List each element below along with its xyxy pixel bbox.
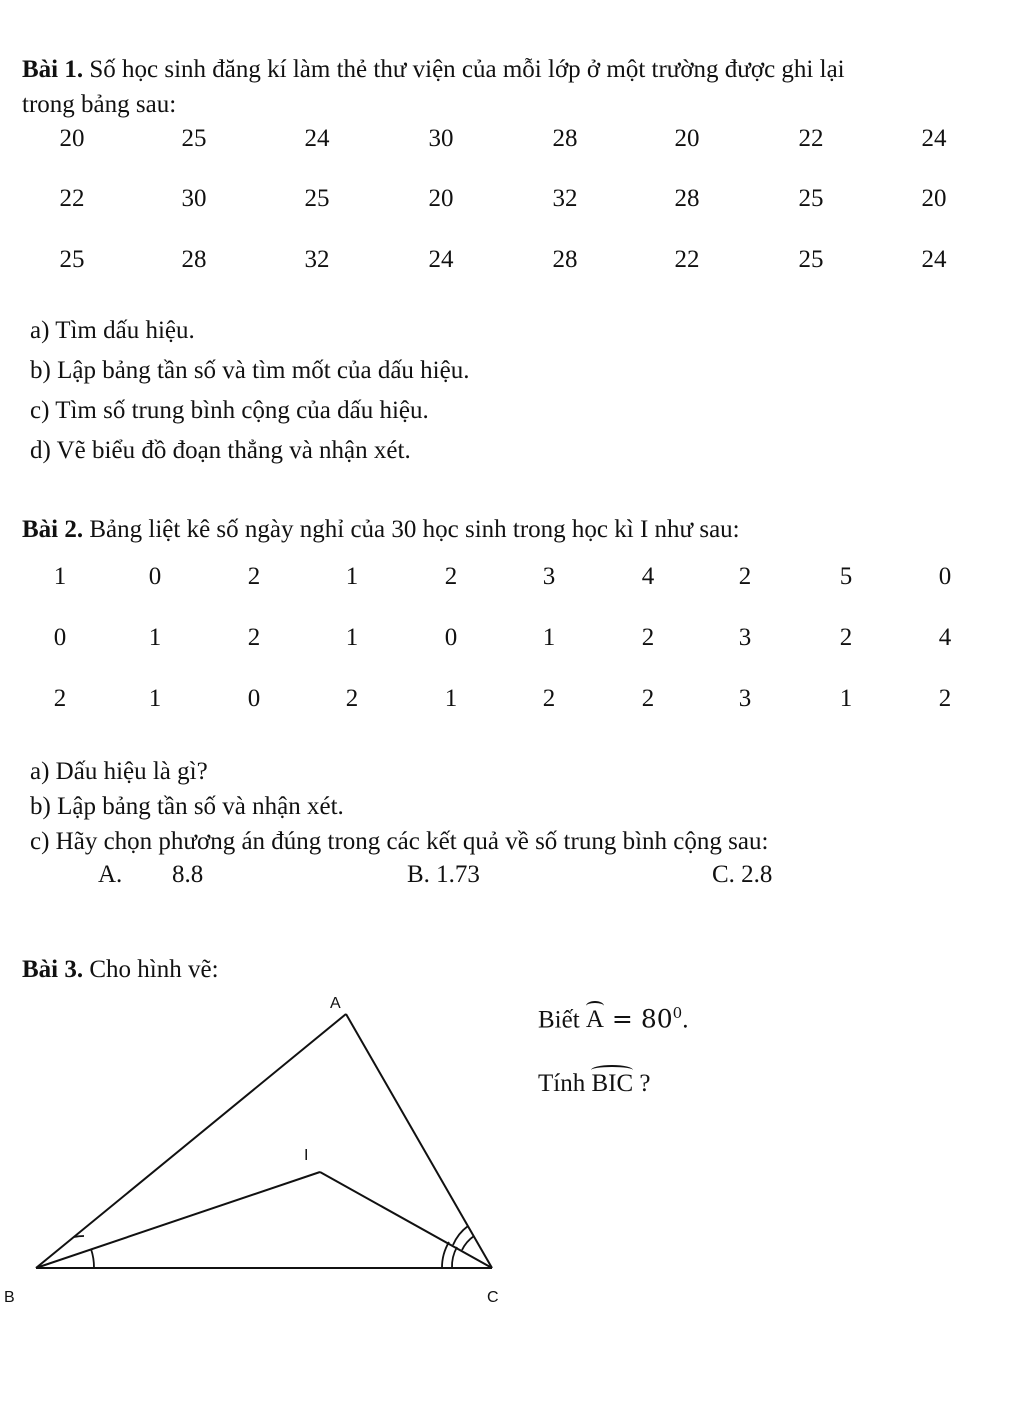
bai3-ask-angle [591, 1071, 633, 1096]
bai3-given-degree: 0 [672, 1004, 683, 1022]
bai2-cell: 2 [738, 563, 752, 590]
bai2-cell: 1 [148, 685, 162, 712]
bai2-cell: 5 [839, 563, 853, 590]
bai2-intro [22, 517, 740, 542]
bai2-cell: 4 [641, 563, 655, 590]
angle-mark-b1 [91, 1249, 94, 1268]
bai2-intro-text: Bảng liệt kê số ngày nghỉ của 30 học sinh trong học kì I như sau: [83, 516, 740, 543]
bai2-cell: 2 [938, 685, 952, 712]
bai2-cell: 0 [444, 624, 458, 651]
bai1-cell: 30 [181, 185, 207, 212]
bai1-cell: 22 [798, 125, 824, 152]
side-ba [36, 1014, 346, 1268]
bai1-cell: 24 [921, 246, 947, 273]
bai2-question-b: b) Lập bảng tần số và nhận xét. [30, 793, 344, 820]
bai2-option-a-label: A. [98, 861, 123, 888]
bai3-given-prefix: Biết [538, 1006, 586, 1034]
bai1-cell: 24 [428, 246, 454, 273]
bai2-cell: 2 [53, 685, 67, 712]
bai2-cell: 1 [53, 563, 67, 590]
bai1-cell: 28 [552, 125, 578, 152]
bai2-cell: 2 [247, 624, 261, 651]
bai2-cell: 2 [345, 685, 359, 712]
bai1-cell: 28 [674, 185, 700, 212]
bai3-given-eq: = 80 [603, 1004, 673, 1034]
bai1-cell: 24 [921, 125, 947, 152]
bai2-cell: 2 [542, 685, 556, 712]
bai2-cell: 3 [738, 685, 752, 712]
bai1-cell: 28 [552, 246, 578, 273]
bai1-cell: 20 [674, 125, 700, 152]
bai1-cell: 25 [798, 246, 824, 273]
bai1-title: Bài 1. [22, 56, 84, 83]
bai2-option-b: B. 1.73 [407, 861, 480, 888]
bai1-cell: 22 [59, 185, 85, 212]
angle-hat-mark [591, 1065, 633, 1075]
bai1-cell: 25 [59, 246, 85, 273]
bai1-cell: 20 [428, 185, 454, 212]
bai2-cell: 2 [247, 563, 261, 590]
bai2-cell: 0 [247, 685, 261, 712]
bai2-question-c: c) Hãy chọn phương án đúng trong các kết quả về số trung bình cộng sau: [30, 828, 769, 855]
label-a: A [330, 995, 341, 1012]
bai3-ask-prefix: Tính [538, 1070, 592, 1097]
bai2-cell: 1 [148, 624, 162, 651]
label-i: I [304, 1147, 309, 1164]
bai1-cell: 32 [304, 246, 330, 273]
bai3-ask-end: ? [633, 1070, 651, 1097]
bai2-option-a-value: 8.8 [172, 861, 204, 888]
bai1-intro-line2: trong bảng sau: [22, 91, 177, 118]
label-b: B [4, 1289, 15, 1306]
bai2-cell: 2 [839, 624, 853, 651]
bai3-ask [538, 1071, 651, 1096]
bai1-cell: 32 [552, 185, 578, 212]
bai1-question-c: c) Tìm số trung bình cộng của dấu hiệu. [30, 397, 429, 424]
bai1-question-a: a) Tìm dấu hiệu. [30, 317, 195, 344]
segment-ic [320, 1172, 492, 1268]
bai1-cell: 28 [181, 246, 207, 273]
angle-mark-c3 [453, 1226, 468, 1245]
triangle-figure [0, 990, 540, 1310]
bai2-cell: 1 [444, 685, 458, 712]
side-ac [346, 1014, 492, 1268]
bai2-cell: 1 [542, 624, 556, 651]
bai2-option-c: C. 2.8 [712, 861, 773, 888]
bai2-cell: 1 [345, 563, 359, 590]
bai1-cell: 22 [674, 246, 700, 273]
bai3-given-end: . [682, 1006, 689, 1034]
bai2-title: Bài 2. [22, 516, 84, 543]
angle-mark-c2 [452, 1247, 457, 1268]
bai3-given-angle-letter: A [585, 1006, 604, 1034]
bai1-question-b: b) Lập bảng tần số và tìm mốt của dấu hiệu. [30, 357, 470, 384]
angle-mark-c4 [462, 1236, 474, 1250]
bai1-cell: 24 [304, 125, 330, 152]
bai2-cell: 2 [444, 563, 458, 590]
bai2-cell: 4 [938, 624, 952, 651]
bai1-cell: 20 [921, 185, 947, 212]
bai2-cell: 0 [938, 563, 952, 590]
bai2-question-a: a) Dấu hiệu là gì? [30, 758, 208, 785]
bai2-cell: 3 [542, 563, 556, 590]
angle-mark-c1 [442, 1242, 449, 1268]
bai2-cell: 3 [738, 624, 752, 651]
segment-bi [36, 1172, 320, 1268]
bai2-cell: 0 [148, 563, 162, 590]
bai2-cell: 1 [839, 685, 853, 712]
bai1-question-d: d) Vẽ biểu đồ đoạn thẳng và nhận xét. [30, 437, 411, 464]
bai1-cell: 25 [181, 125, 207, 152]
bai3-given [538, 1006, 688, 1032]
angle-mark-b2 [74, 1236, 84, 1237]
angle-hat-mark [586, 1001, 604, 1011]
bai3-title: Bài 3. [22, 956, 84, 983]
bai3-ask-angle-letters: BIC [591, 1070, 634, 1097]
bai1-intro-line1 [22, 57, 845, 82]
bai2-cell: 2 [641, 685, 655, 712]
bai1-cell: 25 [798, 185, 824, 212]
bai3-given-angle [586, 1007, 604, 1032]
bai3-intro-text: Cho hình vẽ: [83, 956, 219, 983]
bai1-cell: 20 [59, 125, 85, 152]
bai1-cell: 30 [428, 125, 454, 152]
bai1-cell: 25 [304, 185, 330, 212]
bai3-intro [22, 957, 219, 982]
bai2-cell: 1 [345, 624, 359, 651]
bai2-cell: 0 [53, 624, 67, 651]
bai2-cell: 2 [641, 624, 655, 651]
bai1-intro-text: Số học sinh đăng kí làm thẻ thư viện của mỗi lớp ở một trường được ghi lại [83, 56, 845, 83]
label-c: C [487, 1289, 499, 1306]
